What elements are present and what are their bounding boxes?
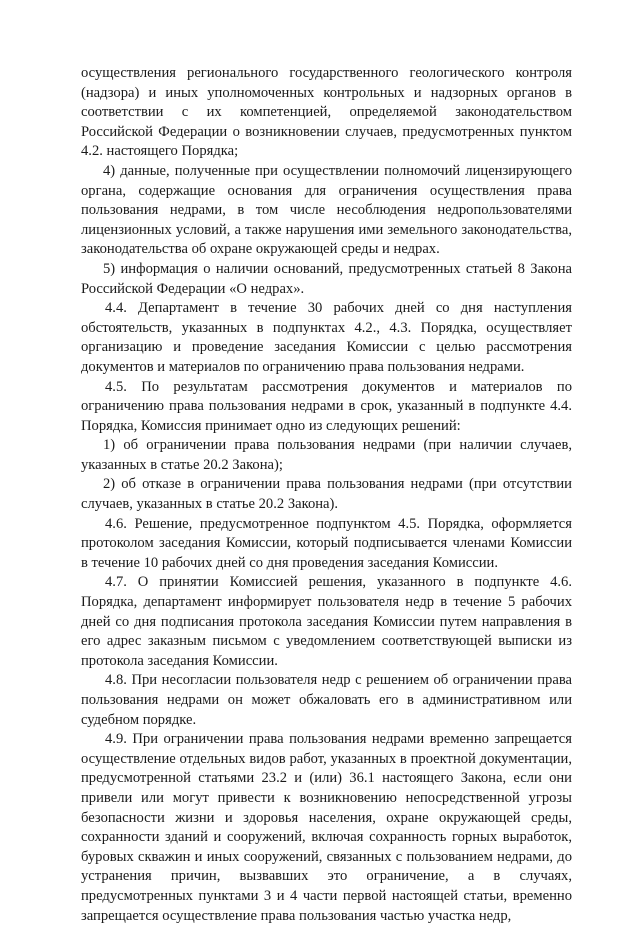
paragraph-4-6: 4.6. Решение, предусмотренное подпунктом 4.5. Порядка, оформляется протоколом заседания Комиссии, который подписывается членами Комиссии в течение 10 рабочих дней со дня проведения заседания Комиссии. [81, 515, 572, 571]
paragraph-item-5: 5) информация о наличии оснований, предусмотренных статьей 8 Закона Российской Федерации «О недрах». [81, 260, 572, 297]
paragraph-4-8: 4.8. При несогласии пользователя недр с решением об ограничении права пользования недрами он может обжаловать его в административном или судебном порядке. [81, 672, 572, 728]
paragraph-4-5: 4.5. По результатам рассмотрения документов и материалов по ограничению права пользования недрами в срок, указанный в подпункте 4.4. Порядка, Комиссия принимает одно из следующих решений: [81, 378, 572, 434]
paragraph-item-4: 4) данные, полученные при осуществлении полномочий лицензирующего органа, содержащие основания для ограничения осуществления права пользования недрами, в том числе несоблюдения недропользователями лицензионных условий, а также нарушения ими земельного законодательства, законодательства об охране окружающей среды и недрах. [81, 162, 572, 258]
paragraph-4-4: 4.4. Департамент в течение 30 рабочих дней со дня наступления обстоятельств, указанных в подпунктах 4.2., 4.3. Порядка, осуществляет организацию и проведение заседания Комиссии с целью рассмотрения документов и материалов по ограничению права пользования недрами. [81, 300, 572, 375]
decision-option-1: 1) об ограничении права пользования недрами (при наличии случаев, указанных в статье 20.2 Закона); [81, 437, 572, 473]
paragraph-4-7: 4.7. О принятии Комиссией решения, указанного в подпункте 4.6. Порядка, департамент информирует пользователя недр в течение 5 рабочих дней со дня подписания протокола заседания Комиссии путем направления в его адрес заказным письмом с уведомлением соответствующей выписки из протокола заседания Комиссии. [81, 574, 572, 669]
paragraph-continuation: осуществления регионального государственного геологического контроля (надзора) и иных уполномоченных контрольных и надзорных органов в соответствии с их компетенцией, определяемой законодательством Российской Федерации о возникновении случаев, предусмотренных пунктом 4.2. настоящего Порядка; [81, 65, 572, 160]
document-body [81, 64, 572, 926]
decision-option-2: 2) об отказе в ограничении права пользования недрами (при отсутствии случаев, указанных в статье 20.2 Закона). [81, 476, 572, 513]
paragraph-4-9: 4.9. При ограничении права пользования недрами временно запрещается осуществление отдельных видов работ, указанных в проектной документации, предусмотренной статьями 23.2 и (или) 36.1 настоящего Закона, если они привели или могут привести к возникновению непосредственной угрозы безопасности жизни и здоровья населения, охране окружающей среды, сохранности зданий и сооружений, включая сохранность горных выработок, буровых скважин и иных сооружений, связанных с пользованием недрами, до устранения причин, вызвавших это ограничение, а в случаях, предусмотренных пунктами 3 и 4 части первой настоящей статьи, временно запрещается осуществление права пользования частью участка недр, [81, 731, 572, 924]
